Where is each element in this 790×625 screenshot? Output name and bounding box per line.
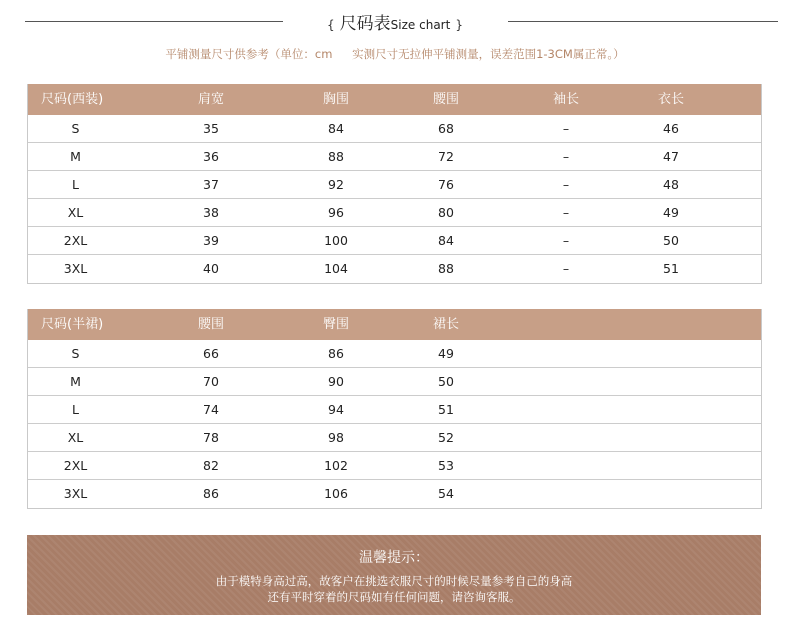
warm-tip-box xyxy=(27,535,761,615)
cell-size: 3XL xyxy=(63,261,88,276)
cell-hip: 94 xyxy=(328,402,344,417)
cell-length: 46 xyxy=(663,121,679,136)
cell-sleeve: – xyxy=(562,177,570,192)
cell-chest: 104 xyxy=(324,261,348,276)
cell-sleeve: – xyxy=(562,233,570,248)
cell-waist: 84 xyxy=(438,233,454,248)
skirt-col-waist: 腰围 xyxy=(197,317,224,332)
cell-shoulder: 40 xyxy=(203,261,219,276)
cell-shoulder: 38 xyxy=(203,205,219,220)
cell-hip: 86 xyxy=(328,346,344,361)
suit-col-chest: 胸围 xyxy=(322,92,349,107)
cell-size: 2XL xyxy=(63,233,88,248)
skirt-col-length: 裙长 xyxy=(432,317,459,332)
cell-length: 49 xyxy=(438,346,454,361)
cell-shoulder: 39 xyxy=(203,233,219,248)
cell-waist: 78 xyxy=(203,430,219,445)
cell-length: 53 xyxy=(438,458,454,473)
skirt-col-size: 尺码(半裙) xyxy=(41,317,104,332)
cell-hip: 102 xyxy=(324,458,348,473)
cell-chest: 92 xyxy=(328,177,344,192)
cell-waist: 86 xyxy=(203,486,219,501)
cell-sleeve: – xyxy=(562,205,570,220)
cell-waist: 72 xyxy=(438,149,454,164)
cell-waist: 74 xyxy=(203,402,219,417)
title-english: Size chart xyxy=(390,18,451,32)
cell-chest: 100 xyxy=(324,233,348,248)
cell-length: 50 xyxy=(663,233,679,248)
table-row xyxy=(28,424,761,452)
suit-col-size: 尺码(西装) xyxy=(41,92,104,107)
cell-size: 3XL xyxy=(63,486,88,501)
suit-col-length: 衣长 xyxy=(657,92,684,107)
skirt-col-hip: 臀围 xyxy=(322,317,349,332)
table-row xyxy=(28,115,761,143)
cell-size: L xyxy=(72,177,79,192)
table-row xyxy=(28,171,761,199)
cell-hip: 106 xyxy=(324,486,348,501)
table-row xyxy=(28,227,761,255)
cell-waist: 70 xyxy=(203,374,219,389)
cell-chest: 96 xyxy=(328,205,344,220)
cell-shoulder: 37 xyxy=(203,177,219,192)
note-tolerance: 实测尺寸无拉伸平铺测量，误差范围1-3CM属正常。） xyxy=(352,47,625,61)
suit-size-table xyxy=(27,84,762,284)
cell-waist: 82 xyxy=(203,458,219,473)
tip-line-2: 还有平时穿着的尺码如有任何问题，请咨询客服。 xyxy=(267,590,521,604)
cell-chest: 84 xyxy=(328,121,344,136)
suit-col-shoulder: 肩宽 xyxy=(197,92,224,107)
cell-size: S xyxy=(71,121,80,136)
table-row xyxy=(28,396,761,424)
title-brace-open: { xyxy=(326,18,335,32)
table-row xyxy=(28,368,761,396)
table-row xyxy=(28,255,761,283)
cell-waist: 80 xyxy=(438,205,454,220)
note-unit: 平铺测量尺寸供参考（单位：cm xyxy=(165,47,333,61)
cell-hip: 90 xyxy=(328,374,344,389)
suit-col-sleeve: 袖长 xyxy=(552,92,579,107)
cell-size: XL xyxy=(67,430,84,445)
header-left-rule xyxy=(25,21,283,22)
cell-waist: 66 xyxy=(203,346,219,361)
cell-waist: 76 xyxy=(438,177,454,192)
size-chart-header xyxy=(0,0,790,42)
table-row xyxy=(28,480,761,508)
cell-sleeve: – xyxy=(562,121,570,136)
table-row xyxy=(28,199,761,227)
cell-length: 47 xyxy=(663,149,679,164)
cell-length: 51 xyxy=(438,402,454,417)
skirt-size-table xyxy=(27,309,762,509)
cell-waist: 68 xyxy=(438,121,454,136)
cell-shoulder: 36 xyxy=(203,149,219,164)
page-title xyxy=(290,9,500,34)
cell-sleeve: – xyxy=(562,261,570,276)
cell-size: M xyxy=(70,149,81,164)
cell-shoulder: 35 xyxy=(203,121,219,136)
cell-hip: 98 xyxy=(328,430,344,445)
title-chinese: 尺码表 xyxy=(339,14,391,34)
title-brace-close: } xyxy=(455,18,464,32)
suit-col-waist: 腰围 xyxy=(432,92,459,107)
cell-size: S xyxy=(71,346,80,361)
cell-length: 49 xyxy=(663,205,679,220)
cell-waist: 88 xyxy=(438,261,454,276)
table-row xyxy=(28,452,761,480)
cell-length: 50 xyxy=(438,374,454,389)
table-row xyxy=(28,340,761,368)
cell-chest: 88 xyxy=(328,149,344,164)
tip-line-1: 由于模特身高过高，故客户在挑选衣服尺寸的时候尽量参考自己的身高 xyxy=(215,574,573,588)
suit-table-header xyxy=(28,84,761,115)
cell-length: 52 xyxy=(438,430,454,445)
cell-length: 54 xyxy=(438,486,454,501)
cell-length: 51 xyxy=(663,261,679,276)
cell-size: 2XL xyxy=(63,458,88,473)
table-row xyxy=(28,143,761,171)
header-right-rule xyxy=(508,21,778,22)
cell-sleeve: – xyxy=(562,149,570,164)
cell-length: 48 xyxy=(663,177,679,192)
tip-title: 温馨提示： xyxy=(359,550,429,566)
measurement-note xyxy=(0,46,790,62)
cell-size: L xyxy=(72,402,79,417)
skirt-table-header xyxy=(28,309,761,340)
cell-size: XL xyxy=(67,205,84,220)
cell-size: M xyxy=(70,374,81,389)
